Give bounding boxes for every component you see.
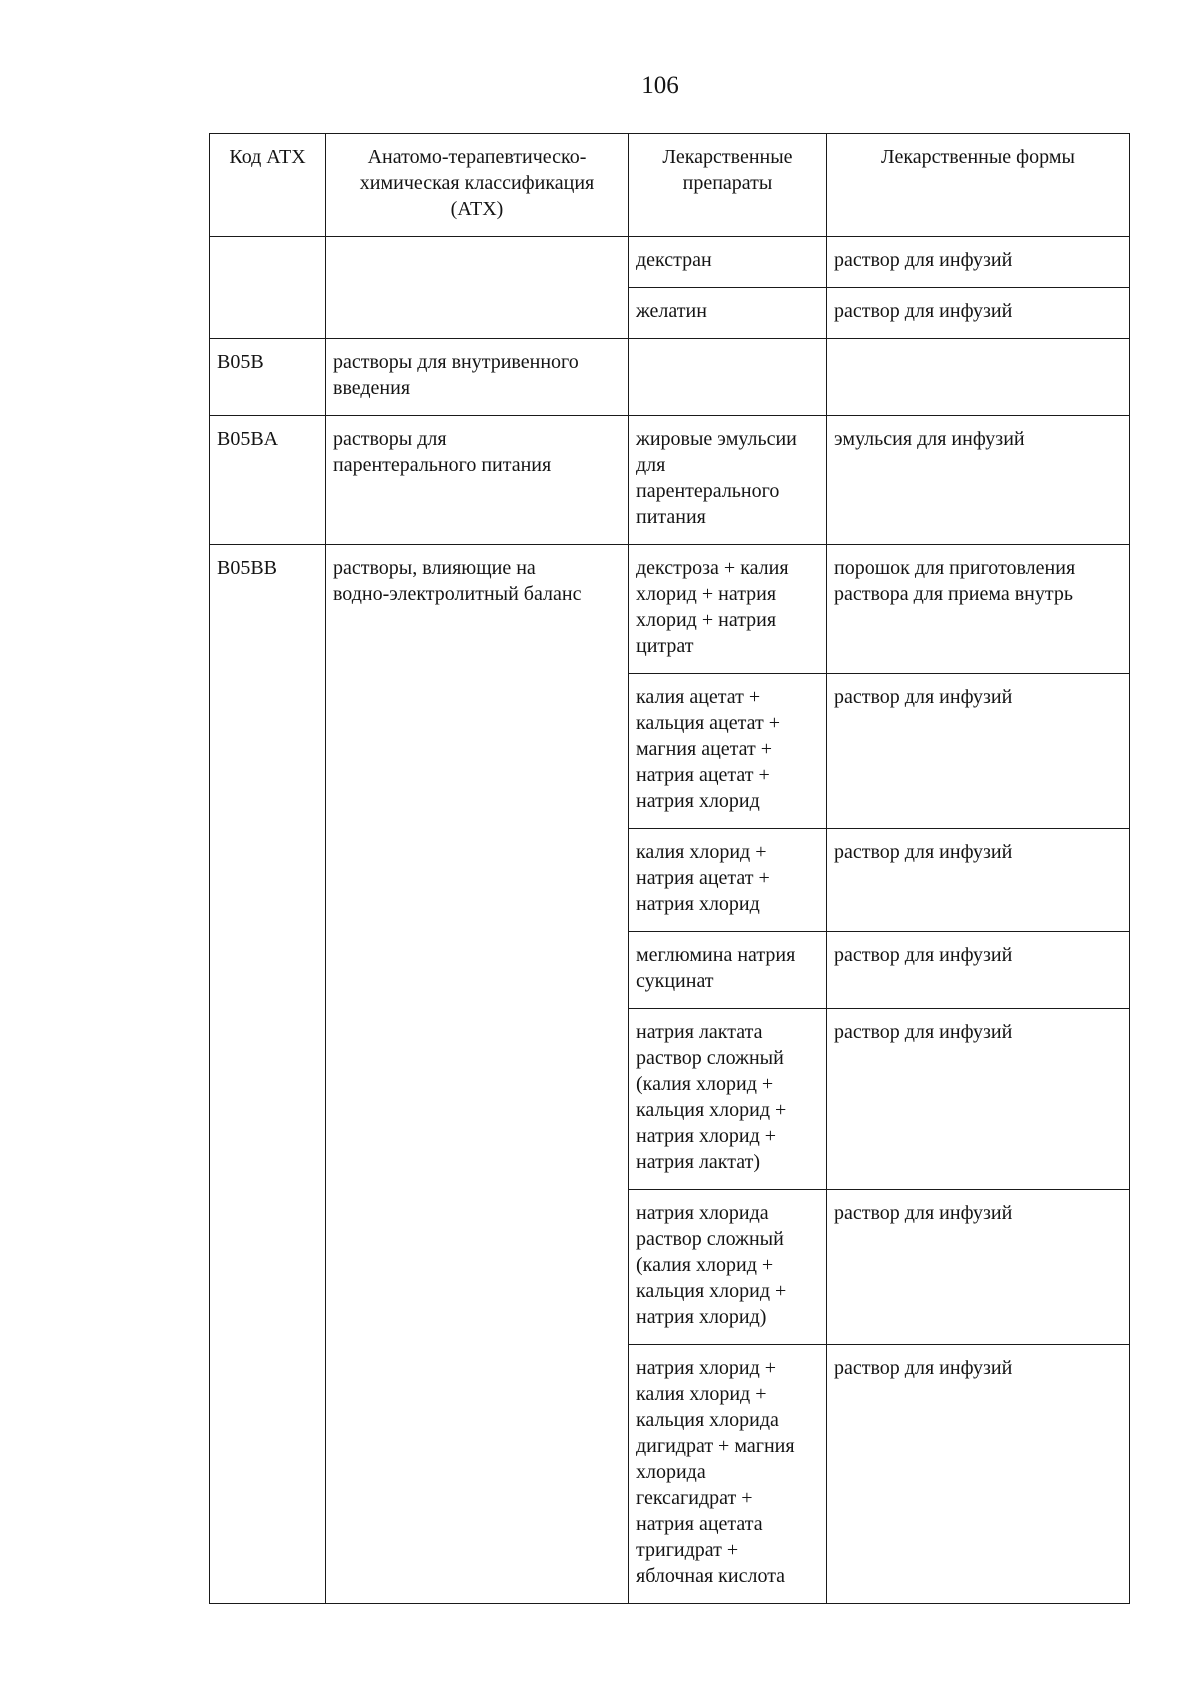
header-forms: Лекарственные формы: [827, 134, 1130, 237]
drug-cell: калия ацетат + кальция ацетат + магния ацетат + натрия ацетат + натрия хлорид: [629, 674, 827, 829]
classification-cell: растворы для парентерального питания: [326, 416, 629, 545]
drug-cell: декстран: [629, 237, 827, 288]
form-cell: порошок для приготовления раствора для приема внутрь: [827, 545, 1130, 674]
form-cell: раствор для инфузий: [827, 674, 1130, 829]
table-row: [210, 416, 1130, 545]
atc-classification-table: [209, 133, 1130, 1604]
drug-cell: натрия хлорида раствор сложный (калия хлорид + кальция хлорид + натрия хлорид): [629, 1190, 827, 1345]
header-drugs: Лекарственные препараты: [629, 134, 827, 237]
form-cell: раствор для инфузий: [827, 829, 1130, 932]
code-cell: B05BA: [210, 416, 326, 545]
classification-cell: [326, 237, 629, 339]
table-row: [210, 339, 1130, 416]
drug-cell: натрия хлорид + калия хлорид + кальция хлорида дигидрат + магния хлорида гексагидрат + натрия ацетата тригидрат + яблочная кислота: [629, 1345, 827, 1604]
drug-cell: жировые эмульсии для парентерального питания: [629, 416, 827, 545]
drug-cell: натрия лактата раствор сложный (калия хлорид + кальция хлорид + натрия хлорид + натрия лактат): [629, 1009, 827, 1190]
code-cell: B05B: [210, 339, 326, 416]
table-row: [210, 545, 1130, 674]
page-number: 106: [641, 72, 679, 99]
form-cell: раствор для инфузий: [827, 932, 1130, 1009]
table-header-row: [210, 134, 1130, 237]
form-cell: эмульсия для инфузий: [827, 416, 1130, 545]
drug-cell: [629, 339, 827, 416]
form-cell: раствор для инфузий: [827, 288, 1130, 339]
form-cell: раствор для инфузий: [827, 1345, 1130, 1604]
form-cell: раствор для инфузий: [827, 237, 1130, 288]
form-cell: раствор для инфузий: [827, 1190, 1130, 1345]
classification-cell: растворы для внутривенного введения: [326, 339, 629, 416]
header-code: Код АТХ: [210, 134, 326, 237]
form-cell: раствор для инфузий: [827, 1009, 1130, 1190]
drug-cell: меглюмина натрия сукцинат: [629, 932, 827, 1009]
drug-cell: декстроза + калия хлорид + натрия хлорид + натрия цитрат: [629, 545, 827, 674]
code-cell: B05BB: [210, 545, 326, 1604]
header-classification: Анатомо-терапевтическо- химическая классификация (АТХ): [326, 134, 629, 237]
code-cell: [210, 237, 326, 339]
table-row: [210, 237, 1130, 288]
classification-cell: растворы, влияющие на водно-электролитный баланс: [326, 545, 629, 1604]
drug-cell: калия хлорид + натрия ацетат + натрия хлорид: [629, 829, 827, 932]
form-cell: [827, 339, 1130, 416]
drug-cell: желатин: [629, 288, 827, 339]
